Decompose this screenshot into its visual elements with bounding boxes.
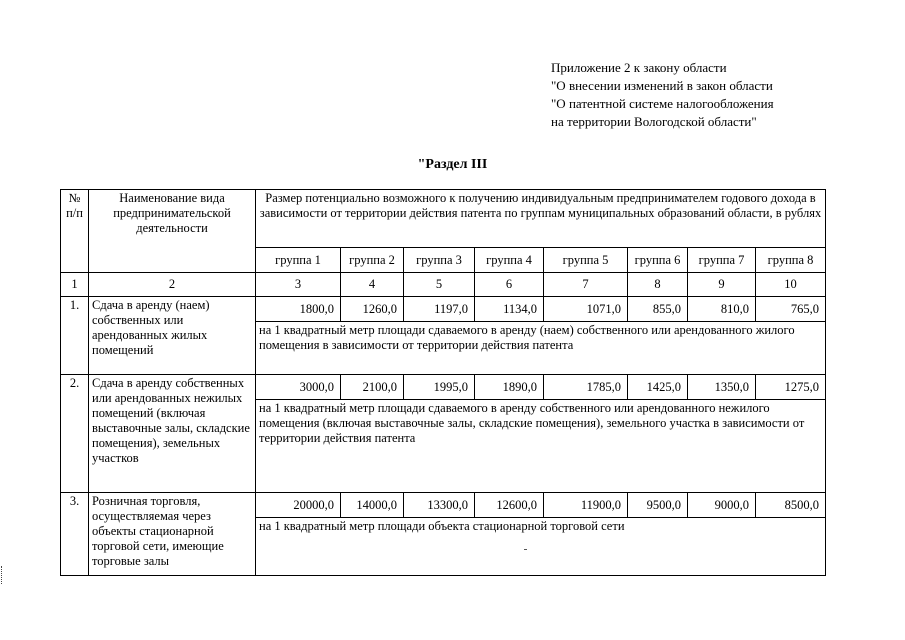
annex-line: Приложение 2 к закону области bbox=[551, 60, 727, 75]
column-number: 5 bbox=[404, 273, 475, 297]
group-header: группа 8 bbox=[756, 248, 826, 273]
value-cell: 14000,0 bbox=[341, 493, 404, 518]
value-cell: 1995,0 bbox=[404, 375, 475, 400]
value-cell: 8500,0 bbox=[756, 493, 826, 518]
scan-dot-mark bbox=[524, 549, 527, 550]
row-number: 1. bbox=[61, 297, 89, 375]
value-cell: 1071,0 bbox=[544, 297, 628, 322]
unit-note: на 1 квадратный метр площади сдаваемого в аренду собственного или арендованного нежилого помещения (включая выставочные залы, складские помещения), земельного участка в зависимости от территории действия патента bbox=[256, 400, 826, 493]
column-number: 4 bbox=[341, 273, 404, 297]
column-number: 10 bbox=[756, 273, 826, 297]
unit-note: на 1 квадратный метр площади сдаваемого в аренду (наем) собственного или арендованного жилого помещения в зависимости от территории действия патента bbox=[256, 322, 826, 375]
annex-line: "О патентной системе налогообложения bbox=[551, 96, 774, 111]
column-number: 8 bbox=[628, 273, 688, 297]
group-header: группа 4 bbox=[475, 248, 544, 273]
value-cell: 1134,0 bbox=[475, 297, 544, 322]
group-header: группа 3 bbox=[404, 248, 475, 273]
group-header: группа 2 bbox=[341, 248, 404, 273]
value-cell: 12600,0 bbox=[475, 493, 544, 518]
group-header: группа 7 bbox=[688, 248, 756, 273]
value-cell: 11900,0 bbox=[544, 493, 628, 518]
value-cell: 1890,0 bbox=[475, 375, 544, 400]
group-header: группа 1 bbox=[256, 248, 341, 273]
value-cell: 765,0 bbox=[756, 297, 826, 322]
column-number: 7 bbox=[544, 273, 628, 297]
section-title: "Раздел III bbox=[417, 157, 488, 172]
value-cell: 20000,0 bbox=[256, 493, 341, 518]
value-cell: 1260,0 bbox=[341, 297, 404, 322]
header-num: № п/п bbox=[61, 190, 89, 273]
value-cell: 2100,0 bbox=[341, 375, 404, 400]
column-number: 2 bbox=[89, 273, 256, 297]
value-cell: 810,0 bbox=[688, 297, 756, 322]
column-number: 1 bbox=[61, 273, 89, 297]
activity-name: Сдача в аренду собственных или арендованных нежилых помещений (включая выставочные залы, складские помещения), земельных участков bbox=[89, 375, 256, 493]
value-cell: 1800,0 bbox=[256, 297, 341, 322]
value-cell: 855,0 bbox=[628, 297, 688, 322]
patent-income-table bbox=[60, 189, 826, 576]
column-number: 3 bbox=[256, 273, 341, 297]
activity-name: Сдача в аренду (наем) собственных или арендованных жилых помещений bbox=[89, 297, 256, 375]
column-number: 9 bbox=[688, 273, 756, 297]
unit-note: на 1 квадратный метр площади объекта стационарной торговой сети bbox=[256, 518, 826, 576]
value-cell: 3000,0 bbox=[256, 375, 341, 400]
header-activity-name: Наименование вида предпринимательской деятельности bbox=[89, 190, 256, 273]
row-number: 3. bbox=[61, 493, 89, 576]
annex-line: "О внесении изменений в закон области bbox=[551, 78, 773, 93]
value-cell: 9500,0 bbox=[628, 493, 688, 518]
value-cell: 1785,0 bbox=[544, 375, 628, 400]
table-row bbox=[61, 375, 826, 400]
value-cell: 1275,0 bbox=[756, 375, 826, 400]
row-number: 2. bbox=[61, 375, 89, 493]
column-number: 6 bbox=[475, 273, 544, 297]
table-row bbox=[61, 493, 826, 518]
header-row bbox=[61, 190, 826, 248]
value-cell: 1350,0 bbox=[688, 375, 756, 400]
table-row bbox=[61, 297, 826, 322]
header-income-size: Размер потенциально возможного к получению индивидуальным предпринимателем годового дохода в зависимости от территории действия патента по группам муниципальных образований области, в рублях bbox=[256, 190, 826, 248]
activity-name: Розничная торговля, осуществляемая через объекты стационарной торговой сети, имеющие торговые залы bbox=[89, 493, 256, 576]
scan-margin-mark bbox=[1, 566, 5, 584]
group-header: группа 5 bbox=[544, 248, 628, 273]
annex-reference bbox=[551, 59, 774, 131]
annex-line: на территории Вологодской области" bbox=[551, 114, 757, 129]
value-cell: 1197,0 bbox=[404, 297, 475, 322]
column-numbers-row bbox=[61, 273, 826, 297]
group-header: группа 6 bbox=[628, 248, 688, 273]
value-cell: 9000,0 bbox=[688, 493, 756, 518]
value-cell: 1425,0 bbox=[628, 375, 688, 400]
value-cell: 13300,0 bbox=[404, 493, 475, 518]
